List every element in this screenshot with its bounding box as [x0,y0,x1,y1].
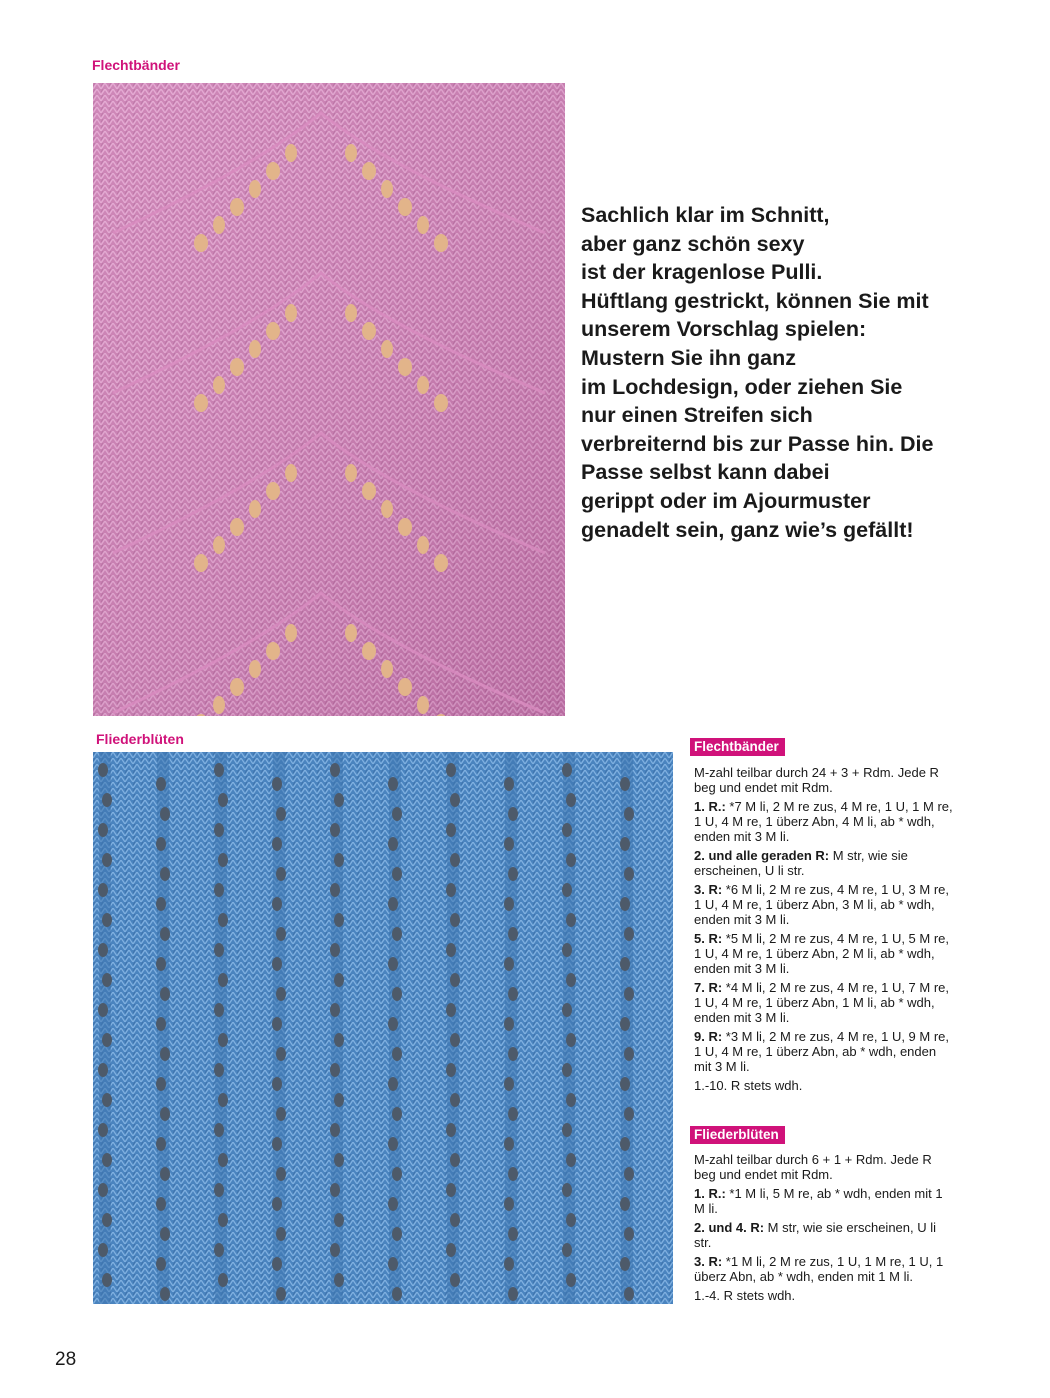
eyelet-hole [98,1243,108,1257]
intro-line: aber ganz schön sexy [581,231,805,256]
intro-line: Hüftlang gestrickt, können Sie mit [581,288,929,313]
eyelet-hole [330,823,340,837]
eyelet-hole [450,1093,460,1107]
eyelet-hole [98,1123,108,1137]
eyelet-hole [214,943,224,957]
eyelet-hole [214,1243,224,1257]
eyelet-hole [330,883,340,897]
eyelet-hole [334,1213,344,1227]
eyelet-hole [508,807,518,821]
eyelet-hole [566,1093,576,1107]
row-instruction: 2. und 4. R: M str, wie sie erscheinen, U li str. [694,1220,937,1250]
eyelet-hole [98,823,108,837]
eyelet-hole [446,1003,456,1017]
eyelet-hole [562,1063,572,1077]
eyelet-hole [624,1047,634,1061]
eyelet-hole [98,1183,108,1197]
eyelet-hole [214,1183,224,1197]
eyelet-hole [156,1197,166,1211]
eyelet-hole [334,1033,344,1047]
eyelet-hole [272,957,282,971]
eyelet-hole [266,162,280,180]
eyelet-hole [504,837,514,851]
row-instruction: 1. R.: *7 M li, 2 M re zus, 4 M re, 1 U, 1 M re, 1 U, 4 M re, 1 überz Abn, 4 M li, ab * wdh, enden mit 3 M li. [694,799,953,844]
eyelet-hole [102,973,112,987]
eyelet-hole [388,1257,398,1271]
eyelet-hole [272,837,282,851]
eyelet-hole [624,1107,634,1121]
eyelet-hole [102,1273,112,1287]
eyelet-hole [624,1167,634,1181]
eyelet-hole [276,1047,286,1061]
eyelet-hole [276,927,286,941]
row-instruction: 5. R: *5 M li, 2 M re zus, 4 M re, 1 U, 5 M re, 1 U, 4 M re, 1 überz Abn, 2 M li, ab * wdh, enden mit 3 M li. [694,931,950,976]
eyelet-hole [508,1287,518,1301]
photo-flechtbaender [93,83,565,716]
eyelet-hole [214,883,224,897]
eyelet-hole [160,927,170,941]
eyelet-hole [398,678,412,696]
eyelet-hole [285,144,297,162]
eyelet-hole [620,837,630,851]
eyelet-hole [446,943,456,957]
eyelet-hole [388,837,398,851]
eyelet-hole [398,358,412,376]
row-instruction: 9. R: *3 M li, 2 M re zus, 4 M re, 1 U, 9 M re, 1 U, 4 M re, 1 überz Abn, ab * wdh, enden mit 3 M li. [694,1029,950,1074]
eyelet-hole [450,1273,460,1287]
row-instruction: 3. R: *6 M li, 2 M re zus, 4 M re, 1 U, 3 M re, 1 U, 4 M re, 1 überz Abn, 3 M li, ab * wdh, enden mit 3 M li. [694,882,950,927]
eyelet-hole [392,927,402,941]
eyelet-hole [446,1183,456,1197]
eyelet-hole [562,823,572,837]
eyelet-hole [102,1093,112,1107]
photo-fliederblueten [93,752,673,1304]
intro-line: unserem Vorschlag spielen: [581,317,867,342]
eyelet-hole [388,897,398,911]
eyelet-hole [446,823,456,837]
eyelet-hole [381,180,393,198]
row-instruction: 3. R: *1 M li, 2 M re zus, 1 U, 1 M re, 1 U, 1 überz Abn, ab * wdh, enden mit 1 M li. [694,1254,944,1284]
eyelet-hole [566,973,576,987]
eyelet-hole [249,500,261,518]
eyelet-hole [285,464,297,482]
eyelet-hole [156,1137,166,1151]
eyelet-hole [230,358,244,376]
eyelet-hole [156,1017,166,1031]
eyelet-hole [213,376,225,394]
eyelet-hole [266,642,280,660]
caption-fliederblueten: Fliederblüten [96,731,184,747]
eyelet-hole [218,853,228,867]
eyelet-hole [334,853,344,867]
eyelet-hole [508,1227,518,1241]
eyelet-hole [345,144,357,162]
eyelet-hole [160,1047,170,1061]
eyelet-hole [392,1287,402,1301]
eyelet-hole [102,793,112,807]
eyelet-hole [566,913,576,927]
eyelet-hole [504,1017,514,1031]
eyelet-hole [330,1123,340,1137]
eyelet-hole [102,853,112,867]
eyelet-hole [266,482,280,500]
eyelet-hole [276,1107,286,1121]
eyelet-hole [392,867,402,881]
eyelet-hole [446,1063,456,1077]
eyelet-hole [213,216,225,234]
eyelet-hole [160,987,170,1001]
eyelet-hole [160,1167,170,1181]
eyelet-hole [160,1107,170,1121]
eyelet-hole [160,867,170,881]
eyelet-hole [504,897,514,911]
eyelet-hole [345,304,357,322]
eyelet-hole [276,867,286,881]
eyelet-hole [620,1197,630,1211]
eyelet-hole [392,1227,402,1241]
eyelet-hole [392,987,402,1001]
eyelet-hole [102,913,112,927]
intro-line: genadelt sein, ganz wie’s gefällt! [581,517,914,542]
eyelet-hole [417,536,429,554]
eyelet-hole [450,1153,460,1167]
eyelet-hole [388,957,398,971]
eyelet-hole [504,1197,514,1211]
eyelet-hole [624,807,634,821]
eyelet-hole [156,957,166,971]
eyelet-hole [508,1167,518,1181]
eyelet-hole [620,1077,630,1091]
intro-line: gerippt oder im Ajourmuster [581,488,871,513]
eyelet-hole [214,1123,224,1137]
eyelet-hole [446,1123,456,1137]
eyelet-hole [417,376,429,394]
eyelet-hole [98,943,108,957]
eyelet-hole [624,987,634,1001]
eyelet-hole [620,957,630,971]
eyelet-hole [434,554,448,572]
eyelet-hole [504,777,514,791]
eyelet-hole [450,793,460,807]
intro-line: nur einen Streifen sich [581,403,813,428]
eyelet-hole [218,1033,228,1047]
eyelet-hole [624,1287,634,1301]
eyelet-hole [392,807,402,821]
eyelet-hole [562,883,572,897]
eyelet-hole [285,304,297,322]
eyelet-hole [249,660,261,678]
eyelet-hole [230,198,244,216]
eyelet-hole [249,340,261,358]
intro-line: Mustern Sie ihn ganz [581,345,797,370]
eyelet-hole [620,1257,630,1271]
eyelet-hole [434,394,448,412]
eyelet-hole [504,1137,514,1151]
eyelet-hole [381,660,393,678]
eyelet-hole [381,340,393,358]
eyelet-hole [566,793,576,807]
eyelet-hole [218,973,228,987]
eyelet-hole [398,518,412,536]
eyelet-hole [276,1287,286,1301]
eyelet-hole [398,198,412,216]
caption-flechtbaender: Flechtbänder [92,57,180,73]
eyelet-hole [450,853,460,867]
eyelet-hole [446,1243,456,1257]
eyelet-hole [160,1227,170,1241]
eyelet-hole [218,913,228,927]
eyelet-hole [334,1093,344,1107]
eyelet-hole [276,1227,286,1241]
repeat-note: 1.-4. R stets wdh. [694,1288,796,1303]
eyelet-hole [362,322,376,340]
eyelet-hole [345,624,357,642]
row-instruction: 1. R.: *1 M li, 5 M re, ab * wdh, enden mit 1 M li. [694,1186,943,1216]
eyelet-hole [508,987,518,1001]
eyelet-hole [562,943,572,957]
page-number: 28 [55,1349,77,1370]
eyelet-hole [266,322,280,340]
eyelet-hole [160,807,170,821]
intro-line: im Lochdesign, oder ziehen Sie [581,374,903,399]
eyelet-hole [230,518,244,536]
eyelet-hole [562,1003,572,1017]
eyelet-hole [334,1273,344,1287]
eyelet-hole [381,500,393,518]
intro-text [581,201,1001,544]
eyelet-hole [388,1137,398,1151]
eyelet-hole [98,883,108,897]
eyelet-hole [624,1227,634,1241]
eyelet-hole [98,1063,108,1077]
eyelet-hole [213,696,225,714]
eyelet-hole [566,1213,576,1227]
eyelet-hole [230,678,244,696]
instructions-flechtbaender [694,765,956,1097]
eyelet-hole [562,1243,572,1257]
eyelet-hole [218,1093,228,1107]
eyelet-hole [156,1257,166,1271]
section-tag-fliederblueten: Fliederblüten [690,1126,785,1144]
instructions-fliederblueten [694,1152,956,1307]
eyelet-hole [450,973,460,987]
eyelet-hole [624,927,634,941]
eyelet-hole [504,1077,514,1091]
eyelet-hole [160,1287,170,1301]
eyelet-hole [276,1167,286,1181]
eyelet-hole [102,1033,112,1047]
intro-line: Sachlich klar im Schnitt, [581,203,830,227]
eyelet-hole [562,1183,572,1197]
section-tag-flechtbaender: Flechtbänder [690,738,785,756]
eyelet-hole [330,763,340,777]
eyelet-hole [156,837,166,851]
eyelet-hole [450,1213,460,1227]
eyelet-hole [624,867,634,881]
eyelet-hole [272,897,282,911]
eyelet-hole [620,777,630,791]
eyelet-hole [218,793,228,807]
eyelet-hole [388,1077,398,1091]
eyelet-hole [194,394,208,412]
eyelet-hole [249,180,261,198]
eyelet-hole [504,1257,514,1271]
eyelet-hole [330,943,340,957]
eyelet-hole [276,987,286,1001]
eyelet-hole [330,1003,340,1017]
eyelet-hole [98,1003,108,1017]
row-instruction: 7. R: *4 M li, 2 M re zus, 4 M re, 1 U, 7 M re, 1 U, 4 M re, 1 überz Abn, 1 M li, ab * wdh, enden mit 3 M li. [694,980,950,1025]
eyelet-hole [362,482,376,500]
eyelet-hole [562,763,572,777]
eyelet-hole [562,1123,572,1137]
eyelet-hole [388,777,398,791]
eyelet-hole [334,913,344,927]
intro-line: verbreiternd bis zur Passe hin. Die [581,431,934,456]
eyelet-hole [388,1197,398,1211]
eyelet-hole [214,823,224,837]
eyelet-hole [417,216,429,234]
eyelet-hole [508,867,518,881]
eyelet-hole [272,1017,282,1031]
eyelet-hole [388,1017,398,1031]
eyelet-hole [213,536,225,554]
eyelet-hole [156,777,166,791]
eyelet-hole [156,897,166,911]
intro-line: ist der kragenlose Pulli. [581,260,823,285]
eyelet-hole [504,957,514,971]
repeat-note: 1.-10. R stets wdh. [694,1078,803,1093]
eyelet-hole [450,1033,460,1047]
eyelet-hole [620,897,630,911]
eyelet-hole [102,1213,112,1227]
eyelet-hole [566,1153,576,1167]
pattern-intro: M-zahl teilbar durch 24 + 3 + Rdm. Jede R beg und endet mit Rdm. [694,765,939,795]
eyelet-hole [272,1197,282,1211]
eyelet-hole [102,1153,112,1167]
eyelet-hole [334,1153,344,1167]
eyelet-hole [508,1107,518,1121]
eyelet-hole [345,464,357,482]
eyelet-hole [272,1077,282,1091]
eyelet-hole [508,927,518,941]
eyelet-hole [218,1273,228,1287]
eyelet-hole [330,1243,340,1257]
eyelet-hole [566,853,576,867]
eyelet-hole [362,162,376,180]
eyelet-hole [392,1107,402,1121]
eyelet-hole [272,1257,282,1271]
eyelet-hole [272,777,282,791]
eyelet-hole [450,913,460,927]
eyelet-hole [446,883,456,897]
eyelet-hole [194,234,208,252]
eyelet-hole [194,554,208,572]
eyelet-hole [285,624,297,642]
eyelet-hole [330,1063,340,1077]
eyelet-hole [218,1213,228,1227]
eyelet-hole [362,642,376,660]
eyelet-hole [214,763,224,777]
eyelet-hole [334,973,344,987]
intro-line: Passe selbst kann dabei [581,460,830,485]
eyelet-hole [620,1137,630,1151]
eyelet-hole [392,1167,402,1181]
eyelet-hole [620,1017,630,1031]
eyelet-hole [156,1077,166,1091]
eyelet-hole [392,1047,402,1061]
eyelet-hole [214,1003,224,1017]
eyelet-hole [508,1047,518,1061]
row-instruction: 2. und alle geraden R: M str, wie sie erscheinen, U li str. [694,848,908,878]
eyelet-hole [330,1183,340,1197]
eyelet-hole [272,1137,282,1151]
eyelet-hole [417,696,429,714]
eyelet-hole [98,763,108,777]
eyelet-hole [214,1063,224,1077]
eyelet-hole [434,234,448,252]
eyelet-hole [446,763,456,777]
eyelet-hole [566,1273,576,1287]
eyelet-hole [218,1153,228,1167]
pattern-intro: M-zahl teilbar durch 6 + 1 + Rdm. Jede R beg und endet mit Rdm. [694,1152,932,1182]
eyelet-hole [334,793,344,807]
eyelet-hole [276,807,286,821]
eyelet-hole [566,1033,576,1047]
